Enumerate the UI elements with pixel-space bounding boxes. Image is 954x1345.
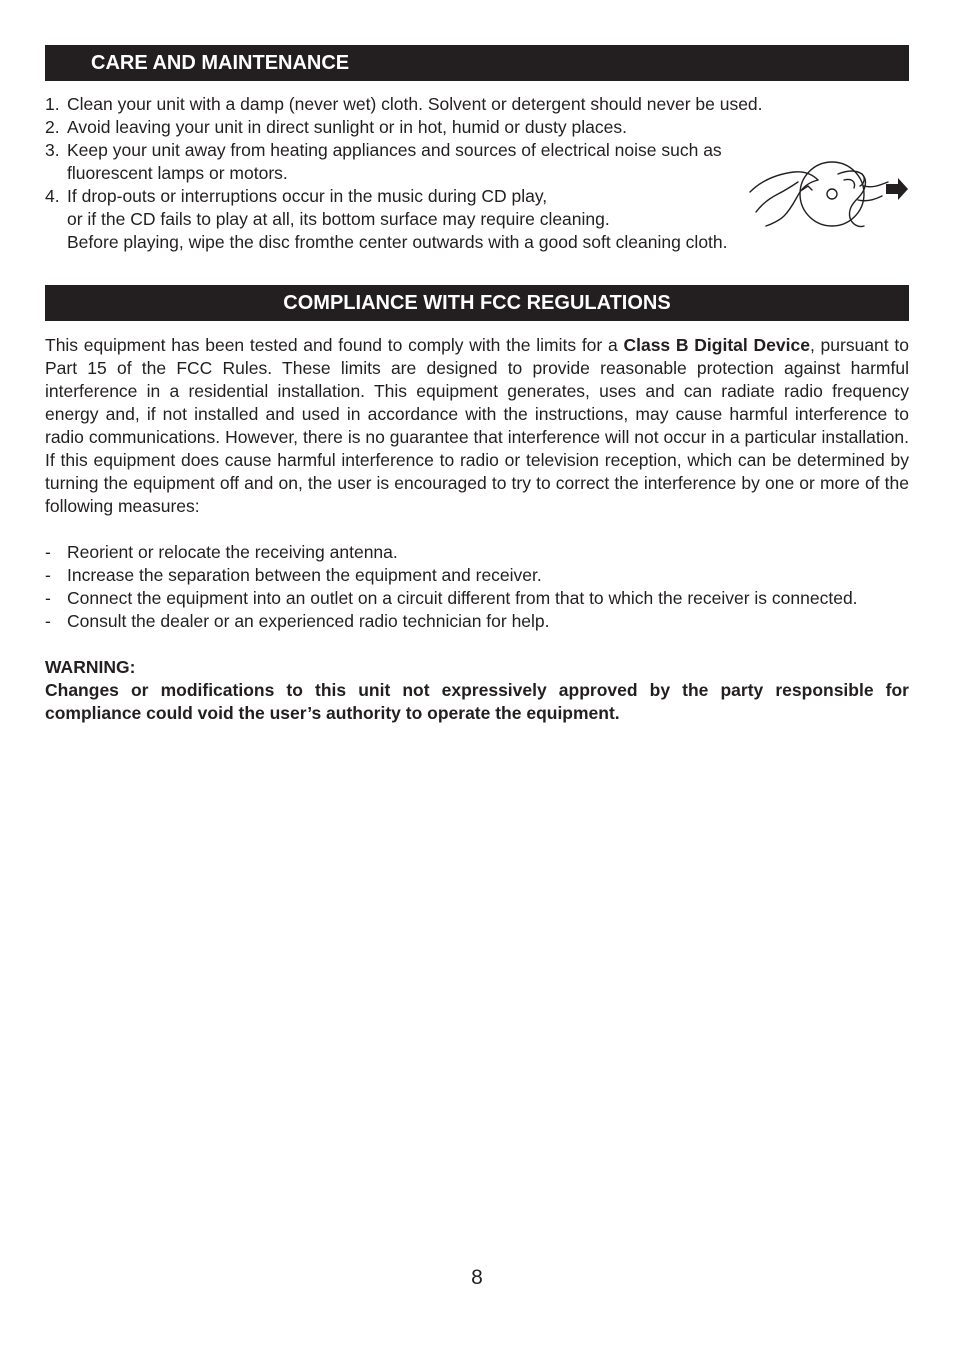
warning-title: WARNING:: [45, 657, 136, 677]
care-item-1: [45, 93, 909, 116]
care-item-text: Keep your unit away from heating appliances and sources of electrical noise such as: [67, 140, 722, 160]
fcc-measure-item: [45, 564, 909, 587]
care-item-text: Before playing, wipe the disc fromthe center outwards with a good soft cleaning cloth.: [67, 232, 728, 252]
care-item-number: 2.: [45, 117, 60, 137]
care-item-text: Avoid leaving your unit in direct sunlight or in hot, humid or dusty places.: [67, 117, 627, 137]
class-b-digital-device-label: Class B Digital Device: [623, 335, 810, 355]
list-dash: -: [45, 565, 51, 585]
care-item-2: [45, 116, 909, 139]
fcc-measure-item: [45, 541, 909, 564]
list-dash: -: [45, 588, 51, 608]
list-dash: -: [45, 611, 51, 631]
fcc-measure-text: Connect the equipment into an outlet on a circuit different from that to which the receiver is connected.: [67, 588, 858, 608]
care-item-number: 3.: [45, 140, 60, 160]
fcc-measure-text: Consult the dealer or an experienced radio technician for help.: [67, 611, 550, 631]
warning-text: Changes or modifications to this unit not expressively approved by the party responsible for compliance could void the user’s authority to operate the equipment.: [45, 680, 909, 723]
care-item-text: fluorescent lamps or motors.: [67, 163, 288, 183]
list-dash: -: [45, 542, 51, 562]
arrow-right-icon: [886, 178, 908, 200]
fcc-measure-item: [45, 610, 909, 633]
fcc-compliance-heading: COMPLIANCE WITH FCC REGULATIONS: [45, 285, 909, 321]
care-maintenance-heading: CARE AND MAINTENANCE: [45, 45, 909, 81]
fcc-measure-text: Increase the separation between the equipment and receiver.: [67, 565, 542, 585]
fcc-measure-text: Reorient or relocate the receiving antenna.: [67, 542, 398, 562]
warning-block: [45, 656, 909, 725]
care-item-text: or if the CD fails to play at all, its bottom surface may require cleaning.: [67, 209, 610, 229]
care-item-text: Clean your unit with a damp (never wet) cloth. Solvent or detergent should never be used.: [67, 94, 763, 114]
cd-cleaning-hands-icon: [748, 152, 910, 230]
fcc-intro-paragraph: [45, 334, 909, 518]
fcc-intro-continuation: , pursuant to Part 15 of the FCC Rules. These limits are designed to provide reasonable protection against harmful interference in a residential installation. This equipment generates, uses and can radiate radio frequency energy and, if not installed and used in accordance with the instructions, may cause harmful interference to radio communications. However, there is no guarantee that interference will not occur in a particular installation. If this equipment does cause harmful interference to radio or television reception, which can be determined by turning the equipment off and on, the user is encouraged to try to correct the interference by one or more of the following measures:: [45, 335, 909, 516]
fcc-measures-list: [45, 541, 909, 633]
care-item-number: 4.: [45, 186, 60, 206]
page-number: 8: [471, 1266, 483, 1289]
fcc-intro-text: This equipment has been tested and found to comply with the limits for a: [45, 335, 624, 355]
care-item-number: 1.: [45, 94, 60, 114]
fcc-measure-item: [45, 587, 909, 610]
care-item-text: If drop-outs or interruptions occur in the music during CD play,: [67, 186, 548, 206]
fcc-section: [45, 334, 909, 725]
